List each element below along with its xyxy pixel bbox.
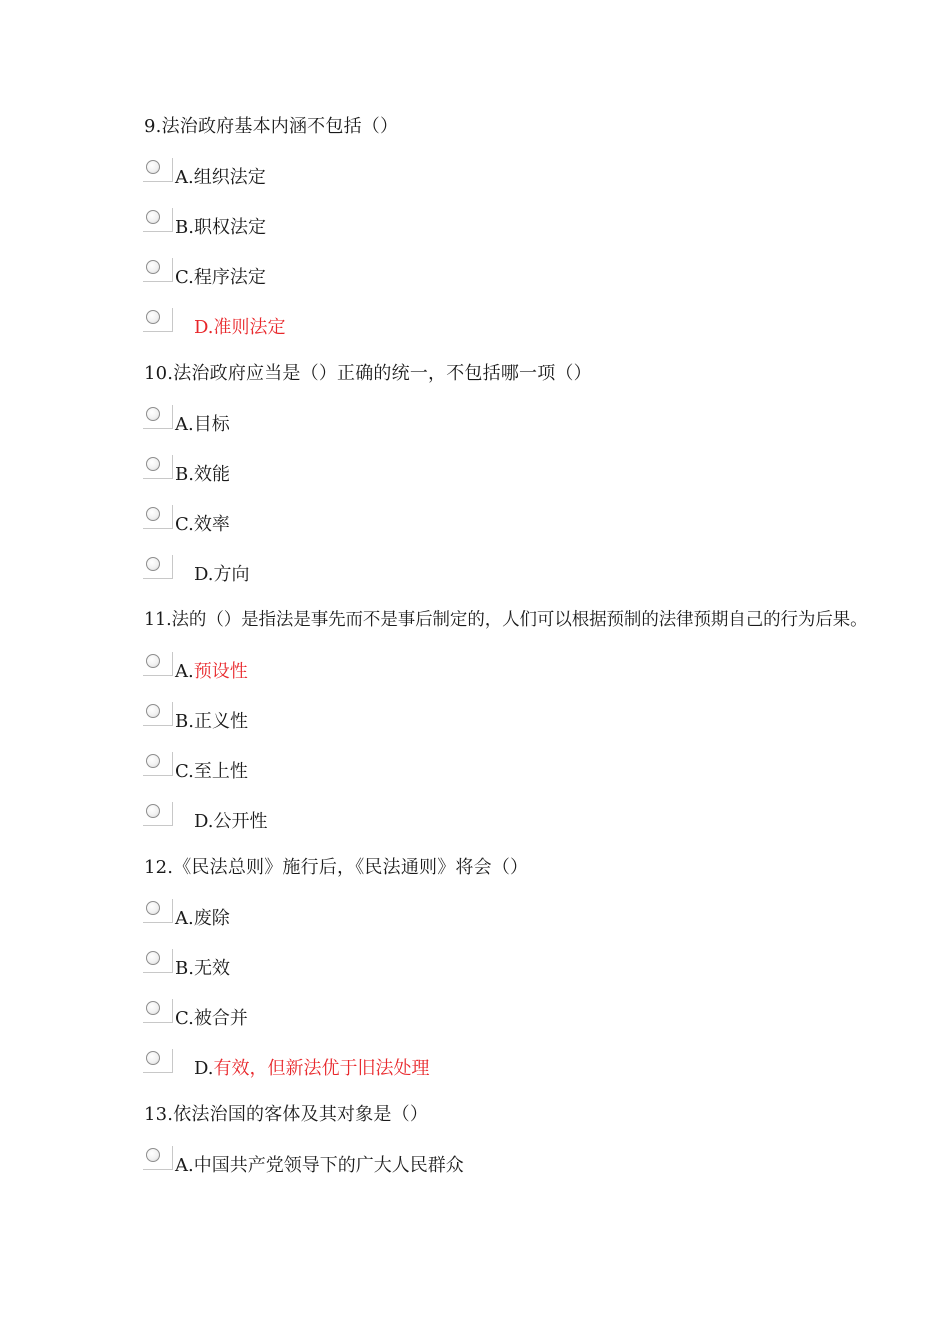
option-label: A.中国共产党领导下的广大人民群众 — [175, 1155, 464, 1176]
option-label: A.目标 — [175, 414, 230, 435]
question-13-text: 13.依法治国的客体及其对象是（） — [144, 1104, 429, 1125]
option-label-answer: D.有效，但新法优于旧法处理 — [194, 1058, 430, 1079]
option-label: B.正义性 — [175, 711, 248, 732]
option-label: A.组织法定 — [175, 167, 266, 188]
radio-button[interactable] — [146, 407, 160, 421]
question-9-text: 9.法治政府基本内涵不包括（） — [144, 116, 399, 137]
option-label: C.效率 — [175, 514, 230, 535]
radio-button[interactable] — [146, 1051, 160, 1065]
question-10-text: 10.法治政府应当是（）正确的统一，不包括哪一项（） — [144, 363, 592, 384]
radio-button[interactable] — [146, 1001, 160, 1015]
option-label: C.至上性 — [175, 761, 248, 782]
radio-button[interactable] — [146, 654, 160, 668]
radio-button[interactable] — [146, 951, 160, 965]
radio-button[interactable] — [146, 210, 160, 224]
radio-button[interactable] — [146, 457, 160, 471]
option-label: C.程序法定 — [175, 267, 266, 288]
radio-button[interactable] — [146, 507, 160, 521]
radio-button[interactable] — [146, 754, 160, 768]
radio-button[interactable] — [146, 704, 160, 718]
option-label: D.公开性 — [194, 811, 268, 832]
radio-button[interactable] — [146, 1148, 160, 1162]
option-label: B.效能 — [175, 464, 230, 485]
radio-button[interactable] — [146, 557, 160, 571]
radio-button[interactable] — [146, 901, 160, 915]
option-label: B.职权法定 — [175, 217, 266, 238]
question-11-text: 11.法的（）是指法是事先而不是事后制定的，人们可以根据预制的法律预期自己的行为后果。 — [144, 610, 868, 630]
radio-button[interactable] — [146, 310, 160, 324]
question-12-text: 12.《民法总则》施行后，《民法通则》将会（） — [144, 857, 529, 878]
radio-button[interactable] — [146, 260, 160, 274]
radio-button[interactable] — [146, 160, 160, 174]
option-label: B.无效 — [175, 958, 230, 979]
option-label-answer: D.准则法定 — [194, 317, 286, 338]
option-label-answer: A.预设性 — [175, 661, 248, 682]
option-label: C.被合并 — [175, 1008, 248, 1029]
radio-button[interactable] — [146, 804, 160, 818]
option-label: A.废除 — [175, 908, 230, 929]
option-label: D.方向 — [194, 564, 250, 585]
